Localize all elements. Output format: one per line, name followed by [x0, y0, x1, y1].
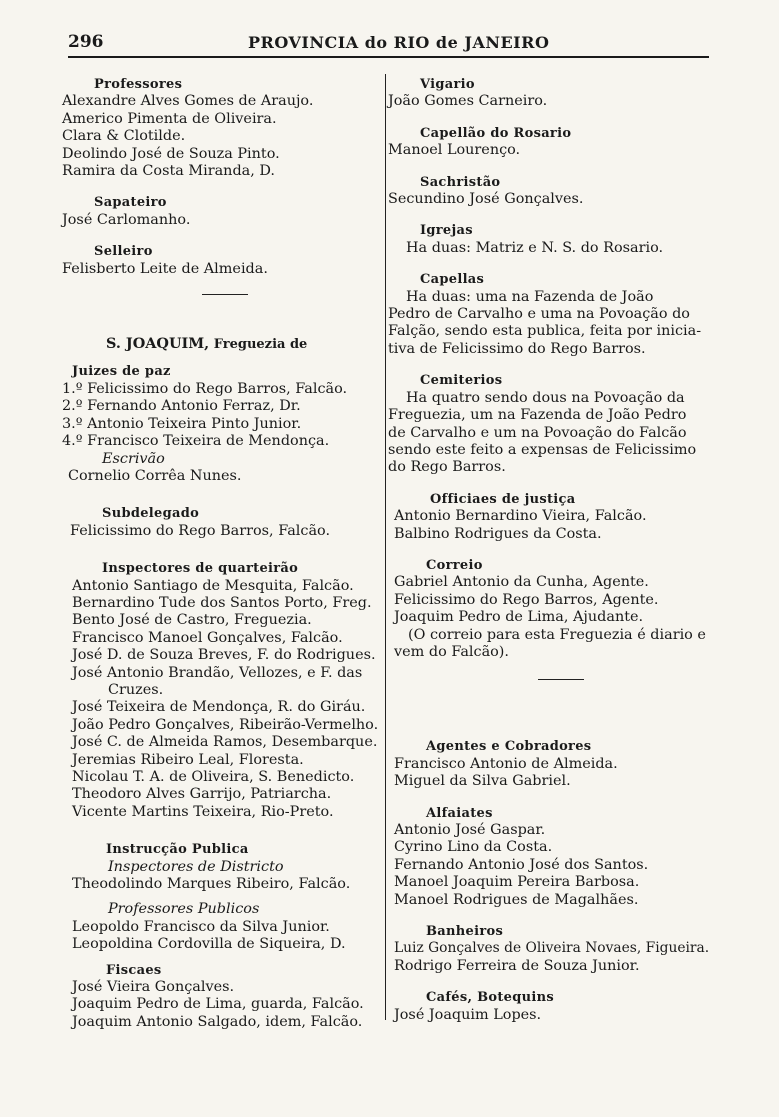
list-item: Cyrino Lino da Costa.: [394, 839, 553, 856]
list-item: Luiz Gonçalves de Oliveira Novaes, Figueira.: [394, 940, 710, 957]
paragraph-line: tiva de Felicissimo do Rego Barros.: [388, 340, 646, 357]
ordinal: 1.º: [62, 380, 83, 397]
list-item: Leopoldo Francisco da Silva Junior.: [72, 918, 330, 935]
section-heading-vigario: Vigario: [420, 77, 475, 92]
section-heading-officiaes: Officiaes de justiça: [430, 491, 576, 507]
list-item: José Antonio Brandão, Vellozes, e F. das: [72, 664, 363, 681]
list-item: Felisberto Leite de Almeida.: [62, 260, 268, 277]
paragraph-line: sendo este feito a expensas de Felicissimo: [388, 441, 697, 458]
note-line: (O correio para esta Freguezia é diario e: [408, 626, 706, 643]
list-item: [62, 398, 382, 415]
section-heading-agentes: Agentes e Cobradores: [426, 739, 592, 755]
section-heading-alfaiates: Alfaiates: [426, 805, 493, 821]
section-heading-correio: Correio: [426, 557, 483, 573]
section-heading-instrucao: Instrucção Publica: [106, 842, 249, 858]
list-item: [62, 381, 382, 398]
list-item: Balbino Rodrigues da Costa.: [394, 525, 602, 542]
section-heading-banheiros: Banheiros: [426, 924, 504, 940]
section-heading-cemiterios: Cemiterios: [420, 373, 503, 389]
parish-suffix: Freguezia de: [213, 337, 308, 353]
parish-name: S. JOAQUIM,: [106, 335, 210, 353]
paragraph-line: Freguezia, um na Fazenda de João Pedro: [388, 407, 687, 424]
section-heading-subdelegado: Subdelegado: [102, 506, 200, 522]
list-item: Antonio Santiago de Mesquita, Falcão.: [72, 577, 354, 594]
list-item: José Teixeira de Mendonça, R. do Giráu.: [72, 699, 366, 716]
entry-text: Antonio Teixeira Pinto Junior.: [87, 415, 302, 432]
list-item: Fernando Antonio José dos Santos.: [394, 856, 649, 873]
parish-heading: [62, 335, 382, 353]
list-item: Americo Pimenta de Oliveira.: [62, 110, 277, 127]
section-heading-igrejas: Igrejas: [420, 223, 473, 239]
right-column: [388, 76, 710, 1024]
section-heading-inspectores: Inspectores de quarteirão: [102, 561, 299, 577]
section-heading-cafes: Cafés, Botequins: [426, 990, 554, 1006]
running-title: PROVINCIA do RIO de JANEIRO: [248, 33, 550, 52]
ordinal: 2.º: [62, 398, 83, 415]
section-heading-professores: Professores: [94, 77, 183, 92]
list-item: João Gomes Carneiro.: [388, 93, 548, 110]
page-number: 296: [68, 32, 104, 52]
left-column: [62, 76, 382, 1031]
list-item: José Joaquim Lopes.: [394, 1006, 542, 1023]
paragraph-line: do Rego Barros.: [388, 459, 506, 476]
paragraph-line: de Carvalho e um na Povoação do Falcão: [388, 424, 687, 441]
list-item: Felicissimo do Rego Barros, Falcão.: [70, 522, 331, 539]
list-item: Ha duas: Matriz e N. S. do Rosario.: [406, 239, 664, 256]
ordinal: 3.º: [62, 415, 83, 432]
list-item: Miguel da Silva Gabriel.: [394, 773, 571, 790]
list-item: Theodoro Alves Garrijo, Patriarcha.: [72, 786, 332, 803]
list-item: Clara & Clotilde.: [62, 128, 186, 145]
list-item: Felicissimo do Rego Barros, Agente.: [394, 591, 659, 608]
list-item: Antonio José Gaspar.: [394, 822, 546, 838]
column-divider: [385, 74, 386, 1020]
list-item: Manoel Lourenço.: [388, 142, 521, 159]
section-rule: [538, 679, 584, 680]
list-item: Joaquim Pedro de Lima, guarda, Falcão.: [72, 996, 364, 1013]
list-item: Gabriel Antonio da Cunha, Agente.: [394, 574, 649, 591]
paragraph-line: Pedro de Carvalho e uma na Povoação do: [388, 306, 690, 323]
section-heading-juizes: Juizes de paz: [72, 364, 171, 380]
list-item: Ramira da Costa Miranda, D.: [62, 163, 275, 180]
subheading-inspectores-distrito: Inspectores de Districto: [108, 858, 284, 875]
list-item: José C. de Almeida Ramos, Desembarque.: [72, 734, 378, 751]
entry-text: Francisco Teixeira de Mendonça.: [87, 433, 330, 450]
list-item: Francisco Manoel Gonçalves, Falcão.: [72, 629, 343, 646]
list-item: Manoel Joaquim Pereira Barbosa.: [394, 874, 640, 891]
list-item: Vicente Martins Teixeira, Rio-Preto.: [72, 803, 334, 820]
list-item: Rodrigo Ferreira de Souza Junior.: [394, 957, 640, 974]
section-heading-capellas: Capellas: [420, 272, 485, 288]
list-item: José Carlomanho.: [62, 211, 191, 228]
section-heading-fiscaes: Fiscaes: [106, 962, 162, 978]
list-item: Secundino José Gonçalves.: [388, 191, 584, 208]
list-item: João Pedro Gonçalves, Ribeirão-Vermelho.: [72, 716, 379, 733]
list-item: José Vieira Gonçalves.: [72, 979, 235, 996]
list-item: Nicolau T. A. de Oliveira, S. Benedicto.: [72, 769, 355, 785]
list-item: [62, 416, 382, 433]
page-header: [68, 30, 709, 58]
subheading-escrivao: Escrivão: [102, 450, 165, 467]
list-item: Cornelio Corrêa Nunes.: [68, 467, 242, 484]
section-heading-sachristao: Sachristão: [420, 174, 501, 190]
list-item: Joaquim Pedro de Lima, Ajudante.: [394, 609, 644, 626]
paragraph-line: Ha quatro sendo dous na Povoação da: [406, 389, 685, 406]
list-item: Antonio Bernardino Vieira, Falcão.: [394, 508, 647, 525]
list-item: Bernardino Tude dos Santos Porto, Freg.: [72, 594, 372, 611]
list-item: Cruzes.: [108, 681, 164, 698]
list-item: Joaquim Antonio Salgado, idem, Falcão.: [72, 1013, 363, 1030]
list-item: Manoel Rodrigues de Magalhães.: [394, 891, 639, 908]
list-item: Deolindo José de Souza Pinto.: [62, 145, 280, 162]
list-item: [62, 433, 382, 450]
list-item: Bento José de Castro, Freguezia.: [72, 612, 312, 629]
paragraph-line: Ha duas: uma na Fazenda de João: [406, 288, 654, 305]
list-item: José D. de Souza Breves, F. do Rodrigues.: [72, 647, 376, 664]
section-rule: [202, 294, 248, 295]
subheading-professores-publicos: Professores Publicos: [108, 901, 260, 918]
list-item: Leopoldina Cordovilla de Siqueira, D.: [72, 936, 346, 953]
note-line: vem do Falcão).: [394, 643, 509, 660]
ordinal: 4.º: [62, 433, 83, 450]
section-heading-selleiro: Selleiro: [94, 244, 153, 260]
list-item: Theodolindo Marques Ribeiro, Falcão.: [72, 876, 351, 893]
list-item: Alexandre Alves Gomes de Araujo.: [62, 93, 314, 110]
list-item: Jeremias Ribeiro Leal, Floresta.: [72, 751, 304, 768]
entry-text: Felicissimo do Rego Barros, Falcão.: [87, 380, 348, 397]
entry-text: Fernando Antonio Ferraz, Dr.: [87, 398, 301, 415]
paragraph-line: Falção, sendo esta publica, feita por inicia-: [388, 323, 702, 340]
section-heading-capellao: Capellão do Rosario: [420, 125, 572, 141]
section-heading-sapateiro: Sapateiro: [94, 195, 167, 211]
list-item: Francisco Antonio de Almeida.: [394, 755, 618, 772]
